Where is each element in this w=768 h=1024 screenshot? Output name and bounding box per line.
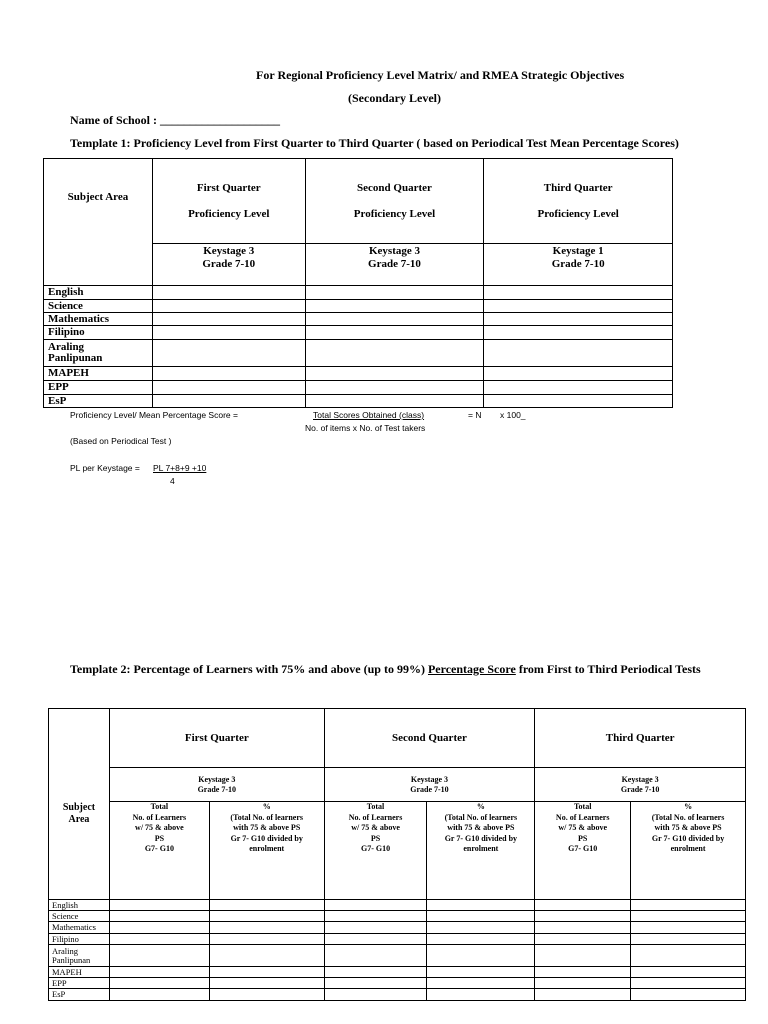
table-row xyxy=(49,900,746,911)
keystage-label: Keystage 1 xyxy=(552,245,604,257)
header-line: Total xyxy=(573,802,592,811)
data-cell[interactable] xyxy=(427,967,535,978)
subject-cell xyxy=(49,945,110,967)
data-cell[interactable] xyxy=(324,978,427,989)
grade-label: Grade 7-10 xyxy=(551,258,605,270)
keystage-cell xyxy=(484,244,673,286)
data-cell[interactable] xyxy=(209,978,324,989)
document-title: For Regional Proficiency Level Matrix/ and RMEA Strategic Objectives xyxy=(256,68,625,82)
grade-label: Grade 7-10 xyxy=(410,784,449,794)
header-line: enrolment xyxy=(463,844,499,853)
table-row xyxy=(49,911,746,922)
data-cell[interactable] xyxy=(631,978,746,989)
table-row xyxy=(49,989,746,1001)
table-row xyxy=(49,967,746,978)
keystage-cell xyxy=(324,768,535,802)
data-cell[interactable] xyxy=(305,367,484,381)
data-cell[interactable] xyxy=(427,900,535,911)
subject-line: Araling xyxy=(48,341,85,353)
data-cell[interactable] xyxy=(209,967,324,978)
data-cell[interactable] xyxy=(305,326,484,340)
data-cell[interactable] xyxy=(109,922,209,934)
formula-numerator: Total Scores Obtained (class) xyxy=(313,410,425,420)
data-cell[interactable] xyxy=(535,967,631,978)
data-cell[interactable] xyxy=(305,381,484,395)
subject-cell: Mathematics xyxy=(44,313,153,326)
subject-cell: EPP xyxy=(49,978,110,989)
data-cell[interactable] xyxy=(535,911,631,922)
formula-times: x 100_ xyxy=(500,410,526,420)
second-quarter-header: Second Quarter xyxy=(324,709,535,768)
table-row xyxy=(44,340,673,367)
third-quarter-header xyxy=(484,159,673,244)
subject-cell: Filipino xyxy=(44,326,153,340)
subject-cell: Filipino xyxy=(49,934,110,945)
data-cell[interactable] xyxy=(305,340,484,367)
data-cell[interactable] xyxy=(427,934,535,945)
data-cell[interactable] xyxy=(152,286,305,300)
data-cell[interactable] xyxy=(484,381,673,395)
data-cell[interactable] xyxy=(209,922,324,934)
subject-cell xyxy=(44,340,153,367)
data-cell[interactable] xyxy=(305,300,484,313)
data-cell[interactable] xyxy=(484,286,673,300)
header-line: w/ 75 & above xyxy=(351,823,400,832)
subject-line: Panlipunan xyxy=(48,352,103,364)
quarter-sub: Proficiency Level xyxy=(353,208,436,220)
formula-equals-n: = N xyxy=(468,410,482,420)
data-cell[interactable] xyxy=(631,967,746,978)
header-line: with 75 & above PS xyxy=(233,823,301,832)
third-quarter-header: Third Quarter xyxy=(535,709,746,768)
header-line: G7- G10 xyxy=(144,844,174,853)
data-cell[interactable] xyxy=(631,922,746,934)
header-line: Total xyxy=(150,802,169,811)
first-quarter-header xyxy=(152,159,305,244)
header-line: G7- G10 xyxy=(568,844,598,853)
subject-cell: MAPEH xyxy=(49,967,110,978)
header-line: % xyxy=(476,802,485,811)
quarter-sub: Proficiency Level xyxy=(188,208,270,220)
header-line: No. of Learners xyxy=(348,812,403,822)
second-quarter-header xyxy=(305,159,484,244)
quarter-name: Third Quarter xyxy=(543,182,613,194)
data-cell[interactable] xyxy=(152,326,305,340)
subject-line: Panlipunan xyxy=(52,954,91,965)
formula-basis: (Based on Periodical Test ) xyxy=(70,436,172,446)
document-subtitle: (Secondary Level) xyxy=(348,91,441,105)
data-cell[interactable] xyxy=(109,911,209,922)
table-row xyxy=(49,945,746,967)
subject-cell: Mathematics xyxy=(49,922,110,934)
header-line: PS xyxy=(578,833,588,843)
data-cell[interactable] xyxy=(305,286,484,300)
data-cell[interactable] xyxy=(427,922,535,934)
data-cell[interactable] xyxy=(152,300,305,313)
header-line: w/ 75 & above xyxy=(558,823,608,832)
data-cell[interactable] xyxy=(535,934,631,945)
data-cell[interactable] xyxy=(427,989,535,1001)
subject-cell: EPP xyxy=(44,381,153,395)
header-line: with 75 & above PS xyxy=(447,823,515,832)
data-cell[interactable] xyxy=(484,326,673,340)
data-cell[interactable] xyxy=(109,945,209,967)
table-row xyxy=(44,395,673,408)
data-cell[interactable] xyxy=(109,900,209,911)
data-cell[interactable] xyxy=(109,967,209,978)
header-line: PS xyxy=(154,833,165,843)
percent-header xyxy=(427,802,535,900)
data-cell[interactable] xyxy=(152,313,305,326)
data-cell[interactable] xyxy=(324,911,427,922)
caption-text: from First to Third Periodical Tests xyxy=(515,662,701,676)
table-row xyxy=(44,300,673,313)
keystage-cell xyxy=(152,244,305,286)
data-cell[interactable] xyxy=(152,340,305,367)
data-cell[interactable] xyxy=(484,300,673,313)
formula-label: Proficiency Level/ Mean Percentage Score = xyxy=(70,410,238,420)
header-line: Gr 7- G10 divided by xyxy=(230,833,303,843)
header-line: No. of Learners xyxy=(555,812,610,822)
subject-cell: EsP xyxy=(49,989,110,1001)
total-learners-header xyxy=(324,802,427,900)
table-row xyxy=(44,326,673,340)
header-line: % xyxy=(262,802,271,811)
header-line: Total xyxy=(366,802,385,811)
subject-cell: MAPEH xyxy=(44,367,153,381)
keystage-label: Keystage 3 xyxy=(621,774,659,784)
data-cell[interactable] xyxy=(152,381,305,395)
total-learners-header xyxy=(535,802,631,900)
data-cell[interactable] xyxy=(484,340,673,367)
header-line: with 75 & above PS xyxy=(654,823,722,832)
learners-percentage-table xyxy=(48,708,746,1001)
data-cell[interactable] xyxy=(484,367,673,381)
subject-cell: EsP xyxy=(44,395,153,408)
keystage-cell xyxy=(535,768,746,802)
table-row xyxy=(49,978,746,989)
data-cell[interactable] xyxy=(324,967,427,978)
data-cell[interactable] xyxy=(535,989,631,1001)
subject-cell: English xyxy=(49,900,110,911)
subject-area-header: Subject Area xyxy=(44,159,153,286)
data-cell[interactable] xyxy=(209,989,324,1001)
header-line: % xyxy=(684,802,693,811)
template1-caption: Template 1: Proficiency Level from First Quarter to Third Quarter ( based on Periodical Test Mean Percentage Scores) xyxy=(70,136,679,150)
data-cell[interactable] xyxy=(209,911,324,922)
data-cell[interactable] xyxy=(427,911,535,922)
data-cell[interactable] xyxy=(427,978,535,989)
data-cell[interactable] xyxy=(535,922,631,934)
table-row xyxy=(44,381,673,395)
data-cell[interactable] xyxy=(535,900,631,911)
header-line: G7- G10 xyxy=(360,844,391,853)
subject-cell: Science xyxy=(49,911,110,922)
pl-keystage-numerator: PL 7+8+9 +10 xyxy=(153,463,207,473)
total-learners-header xyxy=(109,802,209,900)
keystage-label: Keystage 3 xyxy=(368,245,420,257)
data-cell[interactable] xyxy=(535,978,631,989)
data-cell[interactable] xyxy=(152,367,305,381)
data-cell[interactable] xyxy=(324,900,427,911)
header-line: PS xyxy=(370,833,381,843)
first-quarter-header: First Quarter xyxy=(109,709,324,768)
data-cell[interactable] xyxy=(631,934,746,945)
data-cell[interactable] xyxy=(209,945,324,967)
header-line: enrolment xyxy=(249,844,285,853)
keystage-label: Keystage 3 xyxy=(198,774,236,784)
keystage-cell xyxy=(305,244,484,286)
keystage-cell xyxy=(109,768,324,802)
data-cell[interactable] xyxy=(324,989,427,1001)
school-name-field: Name of School : ____________________ xyxy=(70,113,280,127)
data-cell[interactable] xyxy=(427,945,535,967)
header-line: Gr 7- G10 divided by xyxy=(444,833,518,843)
data-cell[interactable] xyxy=(109,934,209,945)
subject-cell: Science xyxy=(44,300,153,313)
header-line: enrolment xyxy=(670,844,706,853)
grade-label: Grade 7-10 xyxy=(368,258,421,270)
data-cell[interactable] xyxy=(631,945,746,967)
percent-header xyxy=(209,802,324,900)
data-cell[interactable] xyxy=(305,313,484,326)
data-cell[interactable] xyxy=(631,989,746,1001)
header-line: (Total No. of learners xyxy=(651,812,725,822)
percent-header xyxy=(631,802,746,900)
data-cell[interactable] xyxy=(484,395,673,408)
grade-label: Grade 7-10 xyxy=(197,784,237,794)
header-line: w/ 75 & above xyxy=(135,823,184,832)
data-cell[interactable] xyxy=(152,395,305,408)
template2-caption xyxy=(70,662,701,677)
keystage-label: Keystage 3 xyxy=(410,774,448,784)
data-cell[interactable] xyxy=(631,900,746,911)
data-cell[interactable] xyxy=(305,395,484,408)
keystage-label: Keystage 3 xyxy=(203,245,255,257)
header-line: (Total No. of learners xyxy=(230,812,304,822)
data-cell[interactable] xyxy=(631,911,746,922)
table-row xyxy=(44,313,673,326)
quarter-name: Second Quarter xyxy=(357,182,432,194)
pl-keystage-label: PL per Keystage = xyxy=(70,463,140,473)
subject-header-line: Subject xyxy=(62,802,96,813)
header-line: Gr 7- G10 divided by xyxy=(651,833,725,843)
data-cell[interactable] xyxy=(109,978,209,989)
header-line: No. of Learners xyxy=(132,812,187,822)
quarter-name: First Quarter xyxy=(196,182,261,194)
data-cell[interactable] xyxy=(209,900,324,911)
header-line: (Total No. of learners xyxy=(444,812,518,822)
data-cell[interactable] xyxy=(324,945,427,967)
subject-cell: English xyxy=(44,286,153,300)
data-cell[interactable] xyxy=(324,934,427,945)
data-cell[interactable] xyxy=(109,989,209,1001)
data-cell[interactable] xyxy=(484,313,673,326)
quarter-sub: Proficiency Level xyxy=(537,208,619,220)
grade-label: Grade 7-10 xyxy=(202,258,256,270)
subject-area-header xyxy=(49,709,110,900)
table-row xyxy=(49,922,746,934)
grade-label: Grade 7-10 xyxy=(620,784,660,794)
table-row xyxy=(44,286,673,300)
caption-text: Template 2: Percentage of Learners with 75% and above (up to 99%) xyxy=(70,662,428,676)
subject-line: Araling xyxy=(52,945,78,956)
table-row xyxy=(44,367,673,381)
data-cell[interactable] xyxy=(324,922,427,934)
table-row xyxy=(49,934,746,945)
data-cell[interactable] xyxy=(535,945,631,967)
caption-underlined: Percentage Score xyxy=(427,662,516,676)
subject-header-line: Area xyxy=(68,814,90,825)
pl-keystage-denominator: 4 xyxy=(170,476,175,486)
proficiency-table xyxy=(43,158,673,408)
formula-denominator: No. of items x No. of Test takers xyxy=(305,423,426,433)
data-cell[interactable] xyxy=(209,934,324,945)
